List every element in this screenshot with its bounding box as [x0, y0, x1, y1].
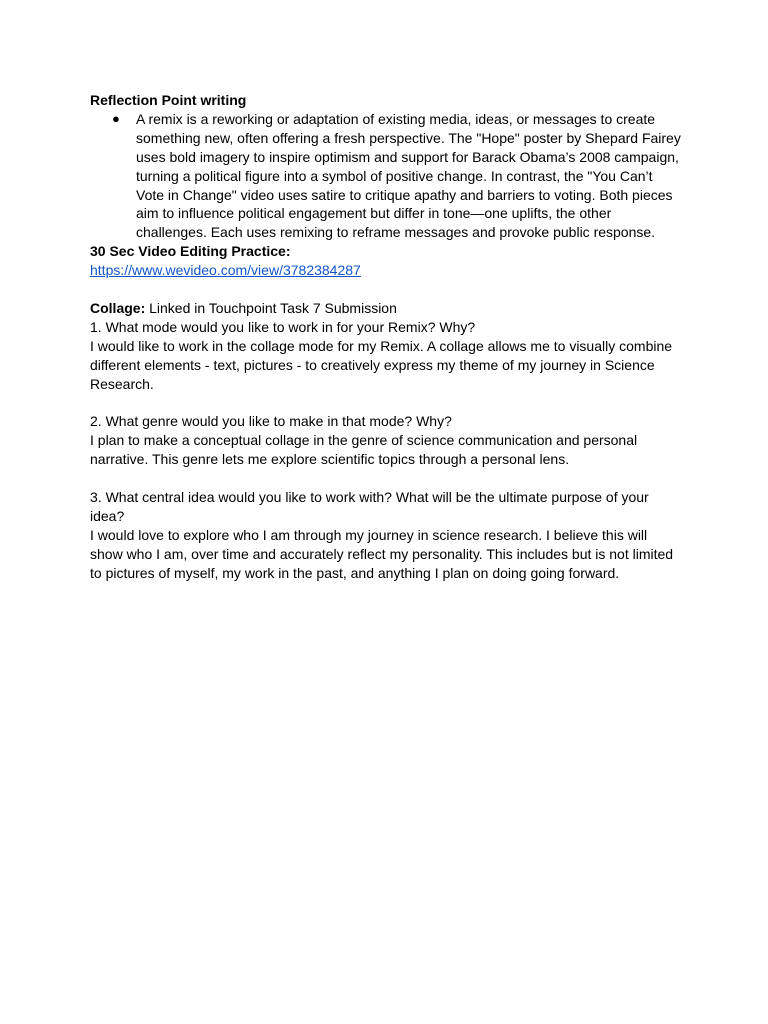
question-3: 3. What central idea would you like to work with? What will be the ultimate purpose of your idea?	[90, 488, 649, 524]
question-2: 2. What genre would you like to make in that mode? Why?	[90, 413, 452, 430]
answer-2: I plan to make a conceptual collage in the genre of science communication and personal narrative. This genre lets me explore scientific topics through a personal lens.	[90, 432, 638, 468]
reflection-heading: Reflection Point writing	[90, 92, 247, 108]
answer-3: I would love to explore who I am through my journey in science research. I believe this will show who I am, over time and accurately reflect my personality. This includes but is not limited to pictures of myself, my work in the past, and anything I plan on doing going forward.	[90, 526, 674, 581]
reflection-bullet-list	[90, 110, 682, 242]
video-heading: 30 Sec Video Editing Practice:	[90, 243, 291, 260]
answer-1: I would like to work in the collage mode for my Remix. A collage allows me to visually combine different elements - text, pictures - to creatively express my theme of my journey in Science Research.	[90, 337, 673, 392]
document-page	[90, 91, 682, 583]
bullet-icon: ●	[112, 110, 120, 126]
collage-text: Linked in Touchpoint Task 7 Submission	[145, 299, 397, 316]
collage-line	[90, 299, 682, 318]
video-link-line	[90, 261, 682, 280]
spacer	[90, 469, 682, 488]
video-link[interactable]: https://www.wevideo.com/view/3782384287	[90, 262, 361, 279]
list-item	[90, 110, 682, 242]
collage-label: Collage:	[90, 299, 146, 316]
question-1: 1. What mode would you like to work in for your Remix? Why?	[90, 318, 476, 335]
spacer	[90, 280, 682, 299]
reflection-bullet-text: A remix is a reworking or adaptation of existing media, ideas, or messages to create something new, often offering a fresh perspective. The "Hope" poster by Shepard Fairey uses bold imagery to inspire optimism and support for Barack Obama’s 2008 campaign, turning a political figure into a symbol of positive change. In contrast, the "You Can’t Vote in Change" video uses satire to critique apathy and barriers to voting. Both pieces aim to influence political engagement but differ in tone—one uplifts, the other challenges. Each uses remixing to reframe messages and provoke public response.	[136, 110, 681, 241]
spacer	[90, 393, 682, 412]
